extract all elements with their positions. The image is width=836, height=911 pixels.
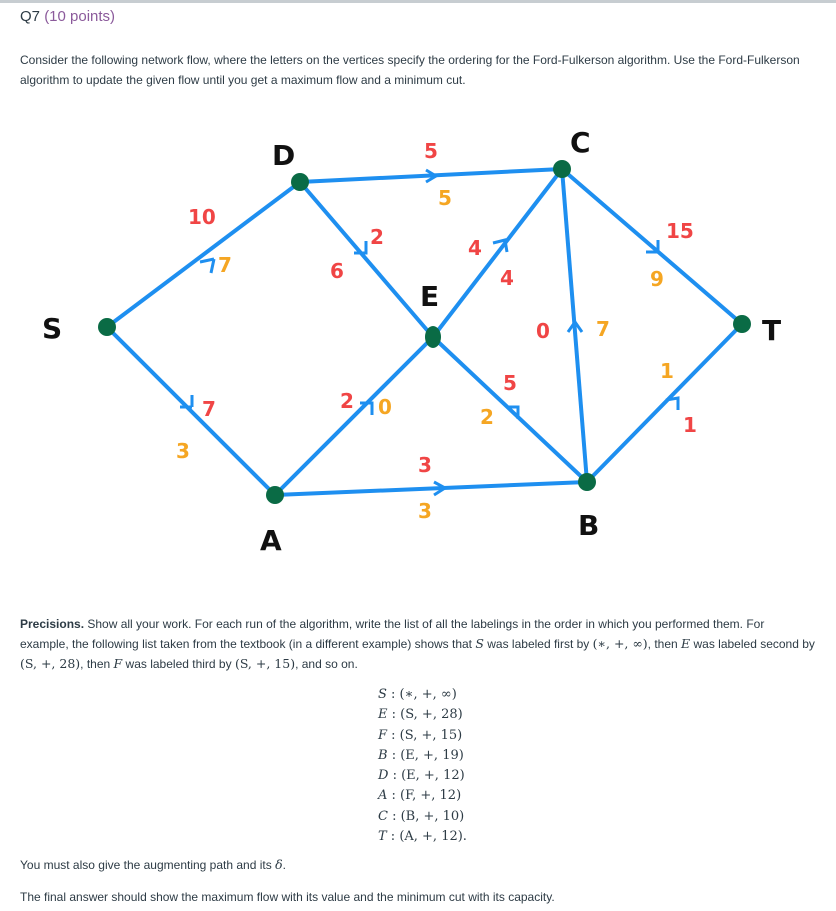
node-label-s: S <box>42 312 63 345</box>
precisions-text-4: was labeled second by <box>690 637 815 651</box>
precisions-text-1: Show all your work. For each run of the algorithm, write the list of all the labelings in the order in which you performed them. For example, the following list taken from the textbook (in a different example) shows that <box>20 617 765 651</box>
labeling-row: A : (F, +, 12) <box>378 788 462 804</box>
flow-b-t: 1 <box>683 413 697 437</box>
precisions-text-2: was labeled first by <box>483 637 593 651</box>
edge-d-c <box>300 169 562 182</box>
cap-e-c: 4 <box>468 236 482 260</box>
labeling-row: E : (S, +, 28) <box>378 707 463 723</box>
precisions-paragraph <box>20 614 816 674</box>
edge-c-t <box>562 169 742 324</box>
edge-d-e <box>300 182 433 337</box>
labeling-row: C : (B, +, 10) <box>378 808 465 824</box>
edge-a-b <box>275 482 587 495</box>
labeling-row: B : (E, +, 19) <box>378 747 464 763</box>
precisions-text-7: , and so on. <box>295 657 358 671</box>
math-label-2: (S, +, 28) <box>20 656 81 671</box>
question-header <box>20 8 115 25</box>
node-e <box>425 326 441 348</box>
precisions-text-6: was labeled third by <box>122 657 235 671</box>
labelings-list <box>378 685 467 847</box>
edge-a-e <box>275 337 433 495</box>
precisions-text-5: , then <box>80 657 114 671</box>
node-s <box>98 318 116 336</box>
cap-d-c: 5 <box>424 139 438 163</box>
cap-s-d: 10 <box>188 205 216 229</box>
flow-a-e: 0 <box>378 395 392 419</box>
edge-s-d <box>107 182 300 327</box>
labeling-row: T : (A, +, 12). <box>378 829 467 845</box>
edge-b-t <box>587 324 742 482</box>
cap-e-b: 5 <box>503 371 517 395</box>
node-t <box>733 315 751 333</box>
node-label-t: T <box>762 314 782 347</box>
cap-c-t: 15 <box>666 219 694 243</box>
edge-e-b <box>433 337 587 482</box>
cap-b-t: 1 <box>660 359 674 383</box>
math-delta: δ <box>275 857 283 872</box>
labeling-row: F : (S, +, 15) <box>378 727 463 743</box>
network-flow-diagram <box>0 110 836 560</box>
edge-e-c <box>433 169 562 337</box>
labeling-row: S : (∗, +, ∞) <box>378 687 457 702</box>
cap-b-c: 7 <box>596 317 610 341</box>
node-label-b: B <box>578 509 600 542</box>
flow-d-e: 6 <box>330 259 344 283</box>
node-c <box>553 160 571 178</box>
node-label-c: C <box>570 126 591 159</box>
question-intro: Consider the following network flow, where the letters on the vertices specify the ordering for the Ford-Fulkerson algorithm. Use the Ford-Fulkerson algorithm to update the given flow until you get a maximum flow and a minimum cut. <box>20 53 800 87</box>
cap-a-b: 3 <box>418 453 432 477</box>
flow-d-c: 5 <box>438 186 452 210</box>
precisions-text-3: , then <box>647 637 682 651</box>
node-label-a: A <box>260 524 282 557</box>
flow-a-b: 3 <box>418 499 432 523</box>
flow-s-d: 7 <box>218 253 232 277</box>
node-label-d: D <box>272 139 296 172</box>
cap-a-e: 2 <box>340 389 354 413</box>
node-b <box>578 473 596 491</box>
math-f: F <box>113 656 123 671</box>
flow-c-t: 9 <box>650 267 664 291</box>
math-s: S <box>475 636 484 651</box>
flow-s-a: 3 <box>176 439 190 463</box>
labeling-row: D : (E, +, 12) <box>378 768 465 784</box>
node-label-e: E <box>420 280 440 313</box>
question-points: (10 points) <box>44 8 116 25</box>
node-a <box>266 486 284 504</box>
math-label-3: (S, +, 15) <box>234 656 296 671</box>
node-d <box>291 173 309 191</box>
precisions-heading: Precisions. <box>20 617 85 631</box>
edge-s-a <box>107 327 275 495</box>
flow-e-b: 2 <box>480 405 494 429</box>
math-label-1: (∗, +, ∞) <box>592 636 648 651</box>
top-divider <box>0 0 836 3</box>
cap-d-e: 2 <box>370 225 384 249</box>
edge-b-c <box>562 169 587 482</box>
flow-b-c: 0 <box>536 319 550 343</box>
math-e: E <box>681 636 691 651</box>
augmenting-path-instruction: You must also give the augmenting path and its δ. <box>20 857 286 872</box>
final-answer-instruction: The final answer should show the maximum flow with its value and the minimum cut with its capacity. <box>20 890 555 904</box>
question-number: Q7 <box>20 8 41 25</box>
cap-s-a: 7 <box>202 397 216 421</box>
flow-e-c: 4 <box>500 266 514 290</box>
